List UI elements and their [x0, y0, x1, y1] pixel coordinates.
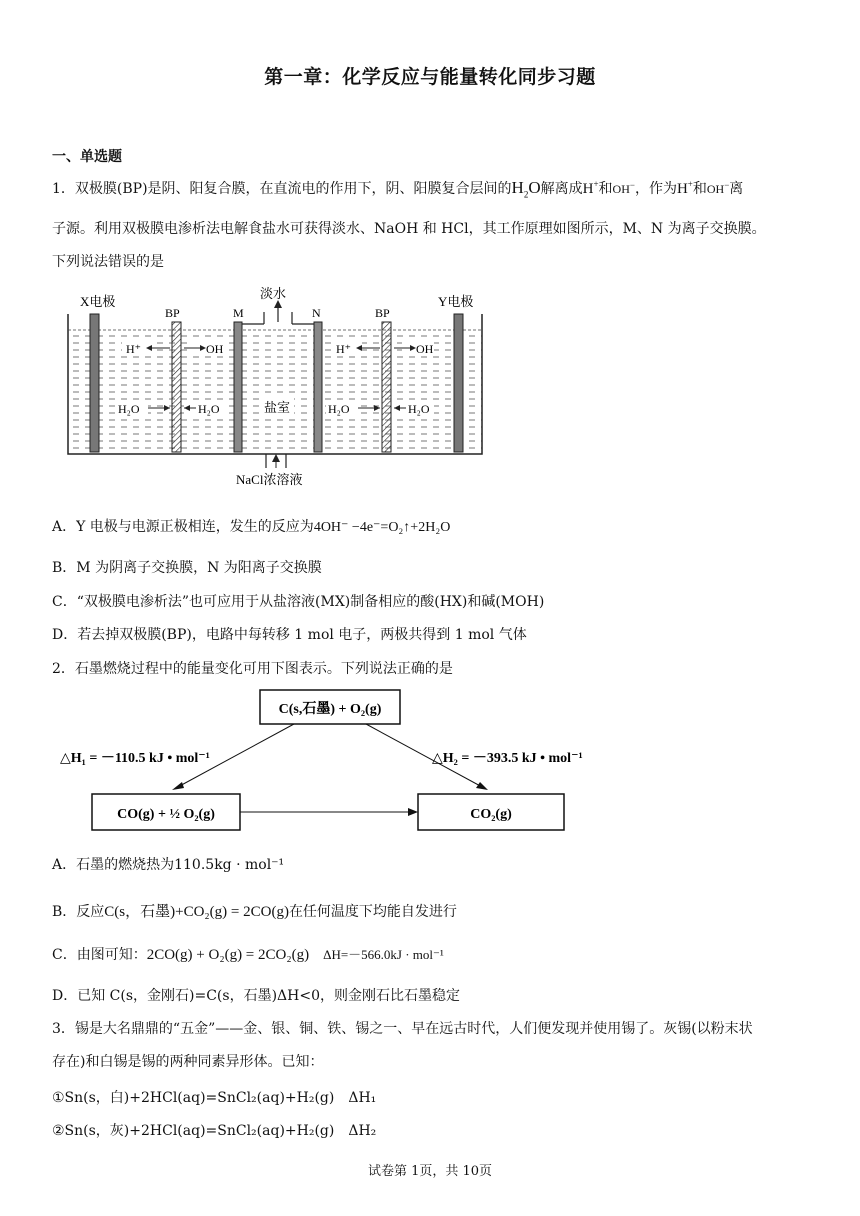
reactant-box-text: C(s,石墨) + O₂(g)	[278, 702, 382, 717]
salt-chamber-label: 盐室	[264, 400, 291, 415]
section-heading: 一、单选题	[52, 149, 122, 165]
oh-ion-left: OH	[206, 342, 224, 356]
h-ion-right: H⁺	[336, 342, 351, 356]
q3-line1: 3．锡是大名鼎鼎的“五金”——金、银、铜、铁、锡之一、早在远古时代，人们便发现并使用锡了。灰锡(以粉末状	[52, 1021, 753, 1037]
h2o-left-b: H₂O	[198, 402, 220, 416]
electrodialysis-diagram	[60, 284, 490, 490]
q3-line2: 存在)和白锡是锡的两种同素异形体。已知：	[52, 1054, 324, 1070]
energy-diagram	[58, 682, 618, 840]
y-electrode-label: Y电极	[438, 294, 474, 309]
h2o-right-a: H₂O	[328, 402, 350, 416]
q3-equation-2: ②Sn(s，灰)+2HCl(aq)=SnCl₂(aq)+H₂(g) ΔH₂	[52, 1123, 377, 1139]
bp-left-label: BP	[165, 306, 180, 320]
q1-line1: 1．双极膜(BP)是阴、阳复合膜，在直流电的作用下，阴、阳膜复合层间的$H_2O$解离成H+和OH−，作为H+和OH−离	[52, 178, 744, 200]
delta-h1-label: △H₁ = －110.5 kJ • mol⁻¹	[60, 751, 210, 766]
h-ion-left: H⁺	[126, 342, 141, 356]
bp-right-label: BP	[375, 306, 390, 320]
nacl-solution-label: NaCl浓溶液	[236, 472, 303, 487]
q2-stem: 2．石墨燃烧过程中的能量变化可用下图表示。下列说法正确的是	[52, 661, 453, 677]
oh-ion-right: OH	[416, 342, 434, 356]
q1-option-b: B．M 为阴离子交换膜，N 为阳离子交换膜	[52, 560, 322, 576]
n-membrane-label: N	[312, 306, 321, 320]
fresh-water-label: 淡水	[260, 286, 287, 301]
h2o-left-a: H₂O	[118, 402, 140, 416]
m-membrane-label: M	[233, 306, 244, 320]
q1-option-d: D．若去掉双极膜(BP)，电路中每转移 1 mol 电子，两极共得到 1 mol 气体	[52, 627, 527, 643]
x-electrode-label: X电极	[80, 294, 116, 309]
q2-option-c: C．由图可知：2CO(g) + O₂(g) = 2CO₂(g) ΔH=－566.0kJ · mol⁻¹	[52, 947, 444, 963]
q1-line3: 下列说法错误的是	[52, 254, 164, 270]
h2o-right-b: H₂O	[408, 402, 430, 416]
q1-option-c: C．“双极膜电渗析法”也可应用于从盐溶液(MX)制备相应的酸(HX)和碱(MOH)	[52, 594, 545, 610]
page-footer: 试卷第 1页，共 10页	[367, 1164, 493, 1179]
co-box-text: CO(g) + ½ O₂(g)	[117, 807, 215, 822]
q2-option-d: D．已知 C(s，金刚石)=C(s，石墨)ΔH<0，则金刚石比石墨稳定	[52, 988, 461, 1004]
q1-line2: 子源。利用双极膜电渗析法电解食盐水可获得淡水、NaOH 和 HCl，其工作原理如图所示，M、N 为离子交换膜。	[52, 221, 766, 237]
q2-option-a: A．石墨的燃烧热为110.5kg · mol⁻¹	[52, 857, 285, 873]
q1-option-a: A．Y 电极与电源正极相连，发生的反应为4OH⁻ −4e⁻=O₂↑+2H₂O	[52, 519, 451, 535]
q3-equation-1: ①Sn(s，白)+2HCl(aq)=SnCl₂(aq)+H₂(g) ΔH₁	[52, 1090, 377, 1106]
co2-box-text: CO₂(g)	[470, 807, 512, 822]
delta-h2-label: △H₂ = －393.5 kJ • mol⁻¹	[432, 751, 583, 766]
page-title: 第一章：化学反应与能量转化同步习题	[264, 66, 596, 88]
q2-option-b: B．反应C(s，石墨)+CO₂(g) = 2CO(g)在任何温度下均能自发进行	[52, 904, 457, 920]
